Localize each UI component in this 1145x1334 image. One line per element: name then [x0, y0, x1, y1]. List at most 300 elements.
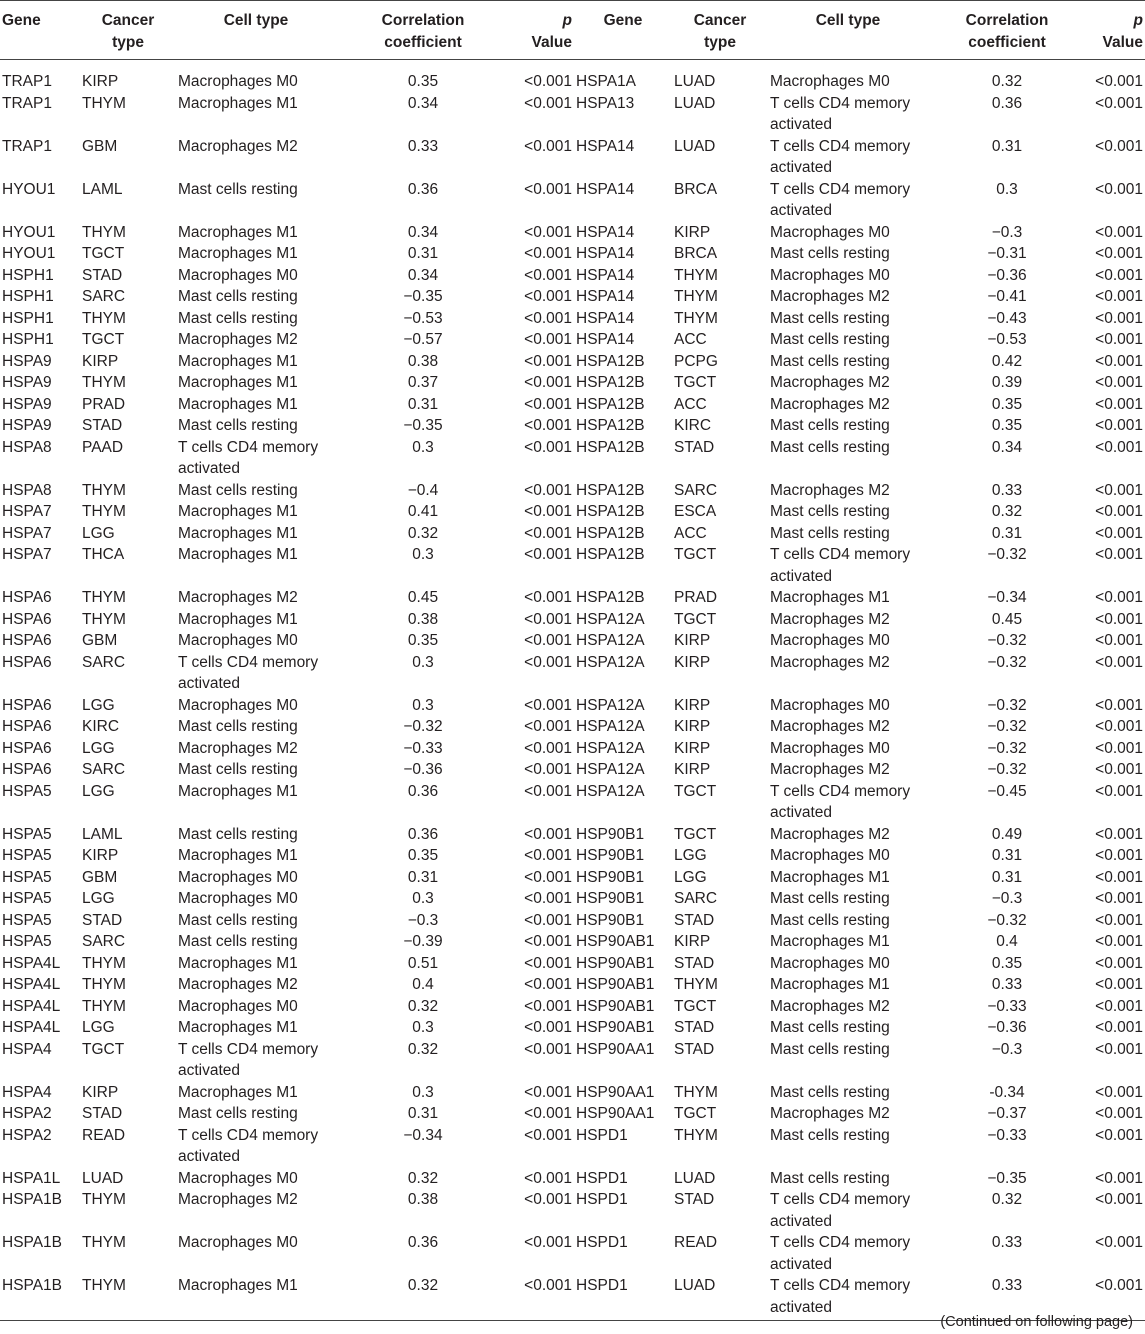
correlation-cell: 0.3 — [412, 653, 434, 671]
cancer-type-cell: THYM — [674, 309, 718, 327]
cancer-type-cell: THYM — [674, 976, 718, 993]
cell-type-cell: Macrophages M2 — [770, 997, 890, 1015]
cell-type-cell: Macrophages M1 — [770, 933, 890, 950]
p-value-cell: <0.001 — [524, 309, 572, 327]
p-value-cell: <0.001 — [1095, 223, 1143, 241]
p-value-cell: <0.001 — [524, 997, 572, 1015]
p-value-cell: <0.001 — [1095, 997, 1143, 1015]
correlation-cell: 0.32 — [407, 1169, 439, 1187]
gene-cell: HSP90B1 — [576, 911, 645, 929]
p-value-cell: <0.001 — [1095, 1126, 1143, 1144]
cancer-type-cell: PAAD — [82, 438, 124, 456]
cell-type-cell: Macrophages M0 — [178, 632, 298, 649]
cell-type-cell: T cells CD4 memory activated — [770, 137, 911, 176]
cell-type-cell: Macrophages M1 — [770, 868, 890, 886]
gene-cell: TRAP1 — [2, 137, 52, 155]
table-row — [0, 308, 1145, 330]
gene-cell: HSPH1 — [2, 331, 54, 348]
p-value-cell: <0.001 — [1095, 137, 1143, 155]
table-row — [0, 437, 1145, 480]
table-row — [0, 1039, 1145, 1082]
gene-cell: HSPA14 — [576, 309, 635, 327]
p-value-cell: <0.001 — [1095, 438, 1143, 456]
gene-cell: HSPA4L — [2, 997, 61, 1015]
gene-cell: HSP90AB1 — [576, 976, 655, 993]
correlation-cell: −0.32 — [987, 718, 1027, 735]
cell-type-cell: Macrophages M1 — [178, 782, 298, 800]
p-value-cell: <0.001 — [524, 546, 572, 563]
gene-cell: HSPA1A — [576, 73, 637, 90]
cell-type-cell: T cells CD4 memory activated — [770, 94, 911, 133]
correlation-cell: 0.31 — [991, 847, 1023, 864]
p-value-cell: <0.001 — [524, 739, 572, 757]
cancer-type-cell: LAML — [82, 825, 123, 843]
cancer-type-cell: KIRP — [674, 739, 711, 757]
p-value-cell: <0.001 — [1095, 94, 1143, 112]
cancer-type-cell: LUAD — [674, 137, 716, 155]
gene-cell: HSPH1 — [2, 266, 54, 284]
table-row — [0, 179, 1145, 222]
cancer-type-cell: LGG — [82, 782, 115, 800]
table-row — [0, 265, 1145, 287]
p-value-cell: <0.001 — [524, 1040, 572, 1058]
p-value-cell: <0.001 — [524, 1191, 572, 1208]
p-value-cell: <0.001 — [524, 589, 572, 606]
gene-cell: HSP90B1 — [576, 847, 645, 864]
cancer-type-cell: LUAD — [82, 1169, 124, 1187]
cancer-type-cell: LUAD — [672, 1275, 768, 1321]
gene-cell: HSPA8 — [2, 438, 52, 456]
gene-cell: HSPD1 — [576, 1234, 628, 1251]
cell-type-cell: Macrophages M0 — [770, 954, 890, 972]
correlation-cell: −0.32 — [987, 696, 1027, 714]
gene-cell: HSPA14 — [576, 288, 635, 305]
gene-cell: HYOU1 — [2, 245, 56, 262]
gene-cell: HSPA8 — [2, 481, 52, 499]
correlation-cell: 0.35 — [991, 954, 1023, 972]
p-value-cell: <0.001 — [1086, 1275, 1145, 1321]
gene-cell: HSPA5 — [2, 911, 52, 929]
cancer-type-cell: THYM — [82, 976, 126, 993]
p-value-cell: <0.001 — [1095, 632, 1143, 649]
cancer-type-cell: LGG — [82, 1019, 115, 1036]
gene-cell: HSPA2 — [2, 1105, 52, 1122]
gene-cell: TRAP1 — [2, 94, 52, 112]
gene-cell: HSPA14 — [576, 137, 635, 155]
cell-type-cell: Mast cells resting — [770, 331, 890, 348]
p-value-cell: <0.001 — [1095, 1083, 1143, 1101]
gene-cell: HSPA9 — [2, 417, 52, 434]
cancer-type-cell: STAD — [674, 1019, 715, 1036]
header-cell-type: Cell type — [176, 1, 336, 60]
table-row — [0, 1189, 1145, 1232]
cell-type-cell: Macrophages M0 — [178, 696, 298, 714]
cancer-type-cell: TGCT — [674, 610, 717, 628]
header-correlation: Correlation coefficient — [336, 1, 510, 60]
p-value-cell: <0.001 — [1095, 890, 1143, 907]
cell-type-cell: Macrophages M2 — [770, 374, 890, 391]
p-value-cell: <0.001 — [1095, 954, 1143, 972]
header-cell-type: Cell type — [768, 1, 928, 60]
correlation-cell: 0.33 — [991, 976, 1023, 993]
cancer-type-cell: THYM — [82, 1234, 126, 1251]
cancer-type-cell: THYM — [82, 954, 126, 972]
correlation-cell: −0.39 — [403, 933, 443, 950]
correlation-cell: −0.34 — [987, 589, 1027, 606]
cell-type-cell: Macrophages M1 — [178, 503, 298, 520]
gene-cell: HSPA4L — [2, 976, 61, 993]
cell-type-cell: Macrophages M2 — [178, 976, 298, 993]
table-row — [0, 60, 1145, 93]
table-row — [0, 931, 1145, 953]
p-value-cell: <0.001 — [524, 1083, 572, 1101]
cancer-type-cell: KIRP — [674, 933, 711, 950]
gene-cell: HSPA1B — [2, 1191, 63, 1208]
gene-cell: HSPA12A — [576, 610, 645, 628]
cell-type-cell: T cells CD4 memory activated — [178, 1040, 319, 1079]
correlation-cell: 0.42 — [991, 352, 1023, 370]
gene-cell: HSPA6 — [2, 589, 52, 606]
cell-type-cell: Mast cells resting — [770, 309, 890, 327]
cell-type-cell: Mast cells resting — [178, 180, 298, 198]
p-value-cell: <0.001 — [1095, 739, 1143, 757]
gene-cell: HSPA1B — [0, 1275, 80, 1321]
correlation-cell: −0.4 — [407, 481, 439, 499]
cell-type-cell: Macrophages M2 — [770, 481, 890, 499]
cell-type-cell: Mast cells resting — [770, 911, 890, 929]
cell-type-cell: Macrophages M2 — [770, 610, 890, 628]
table-header — [0, 1, 1145, 60]
cell-type-cell: Mast cells resting — [770, 417, 890, 434]
correlation-cell: 0.31 — [991, 137, 1023, 155]
p-value-cell: <0.001 — [1095, 309, 1143, 327]
correlation-cell: 0.34 — [407, 266, 439, 284]
gene-cell: HSPA9 — [2, 374, 52, 391]
p-value-cell: <0.001 — [510, 1275, 574, 1321]
cancer-type-cell: PRAD — [82, 395, 126, 413]
cancer-type-cell: KIRC — [82, 718, 120, 735]
table-row — [0, 609, 1145, 631]
table-row — [0, 93, 1145, 136]
correlation-cell: −0.3 — [991, 1040, 1023, 1058]
correlation-cell: 0.32 — [407, 1040, 439, 1058]
gene-cell: HSPD1 — [574, 1275, 672, 1321]
table-row — [0, 867, 1145, 889]
table-row — [0, 222, 1145, 244]
cancer-type-cell: SARC — [674, 481, 718, 499]
correlation-cell: 0.31 — [407, 245, 439, 262]
cancer-type-cell: TGCT — [674, 546, 717, 563]
table-row — [0, 781, 1145, 824]
cancer-type-cell: STAD — [674, 911, 715, 929]
cell-type-cell: Mast cells resting — [178, 417, 298, 434]
cancer-type-cell: THYM — [82, 610, 126, 628]
cancer-type-cell: THYM — [82, 94, 126, 112]
cancer-type-cell: THYM — [82, 997, 126, 1015]
correlation-cell: 0.31 — [407, 395, 439, 413]
cancer-type-cell: THYM — [82, 1191, 126, 1208]
cell-type-cell: Macrophages M0 — [178, 73, 298, 90]
p-value-cell: <0.001 — [524, 352, 572, 370]
cancer-type-cell: THYM — [82, 589, 126, 606]
correlation-cell: 0.36 — [991, 94, 1023, 112]
header-cancer-type: Cancer type — [80, 1, 176, 60]
cell-type-cell: Mast cells resting — [770, 1126, 890, 1144]
cell-type-cell: Macrophages M0 — [770, 223, 890, 241]
cell-type-cell: T cells CD4 memory activated — [770, 782, 911, 821]
gene-cell: HSPA12A — [576, 632, 645, 649]
correlation-cell: −0.32 — [987, 632, 1027, 649]
cancer-type-cell: STAD — [674, 1191, 715, 1208]
p-value-cell: <0.001 — [524, 94, 572, 112]
p-value-cell: <0.001 — [1095, 481, 1143, 499]
table-row — [0, 695, 1145, 717]
cell-type-cell: Mast cells resting — [770, 890, 890, 907]
correlation-cell: −0.32 — [403, 718, 443, 735]
correlation-cell: −0.31 — [987, 245, 1027, 262]
gene-cell: HSPD1 — [576, 1126, 628, 1144]
gene-cell: HSPA14 — [576, 223, 635, 241]
cell-type-cell: Macrophages M0 — [770, 696, 890, 714]
correlation-cell: 0.3 — [412, 1083, 434, 1101]
p-value-cell: <0.001 — [524, 374, 572, 391]
table-row — [0, 415, 1145, 437]
table-row — [0, 587, 1145, 609]
continued-note: (Continued on following page) — [940, 1314, 1133, 1330]
correlation-cell: 0.3 — [412, 438, 434, 456]
cell-type-cell: Mast cells resting — [178, 309, 298, 327]
cell-type-cell: Macrophages M2 — [178, 1191, 298, 1208]
gene-cell: HSP90AB1 — [576, 997, 655, 1015]
p-value-cell: <0.001 — [524, 1169, 572, 1187]
cell-type-cell: Macrophages M1 — [178, 610, 298, 628]
cancer-type-cell: STAD — [82, 911, 123, 929]
p-value-cell: <0.001 — [524, 868, 572, 886]
gene-cell: HSPA6 — [2, 610, 52, 628]
correlation-cell: −0.37 — [987, 1105, 1027, 1122]
cell-type-cell: Macrophages M1 — [178, 245, 298, 262]
correlation-cell: 0.31 — [407, 868, 439, 886]
cancer-type-cell: KIRP — [82, 73, 119, 90]
gene-cell: HSPA2 — [2, 1126, 52, 1144]
table-body — [0, 60, 1145, 1321]
p-value-cell: <0.001 — [524, 1019, 572, 1036]
cell-type-cell: Mast cells resting — [770, 1083, 890, 1101]
correlation-cell: 0.35 — [991, 417, 1023, 434]
gene-cell: HSPA9 — [2, 395, 52, 413]
correlation-cell: −0.53 — [987, 331, 1027, 348]
correlation-cell: 0.41 — [407, 503, 439, 520]
gene-cell: HSPA12B — [576, 417, 645, 434]
p-value-cell: <0.001 — [524, 395, 572, 413]
cancer-type-cell: THYM — [82, 481, 126, 499]
cell-type-cell: Macrophages M1 — [178, 546, 298, 563]
gene-cell: HSP90AB1 — [576, 1019, 655, 1036]
cancer-type-cell: ACC — [674, 331, 707, 348]
correlation-cell: 0.36 — [407, 825, 439, 843]
p-value-cell: <0.001 — [1095, 1234, 1143, 1251]
table-row — [0, 523, 1145, 545]
correlation-cell: 0.32 — [991, 73, 1023, 90]
cancer-type-cell: KIRP — [674, 653, 711, 671]
p-value-cell: <0.001 — [1095, 911, 1143, 929]
cancer-type-cell: BRCA — [674, 180, 718, 198]
gene-cell: HSPD1 — [576, 1169, 628, 1187]
gene-cell: HSPD1 — [576, 1191, 628, 1208]
correlation-cell: −0.57 — [403, 331, 443, 348]
cell-type-cell: Macrophages M2 — [178, 137, 298, 155]
correlation-cell: 0.32 — [407, 524, 439, 542]
correlation-cell: 0.34 — [407, 223, 439, 241]
table-row — [0, 974, 1145, 996]
cell-type-cell: Mast cells resting — [770, 524, 890, 542]
gene-cell: HSP90AA1 — [576, 1083, 655, 1101]
cancer-type-cell: THYM — [82, 503, 126, 520]
p-value-cell: <0.001 — [524, 524, 572, 542]
p-value-cell: <0.001 — [524, 933, 572, 950]
cancer-type-cell: LUAD — [674, 1169, 716, 1187]
table-row — [0, 480, 1145, 502]
cell-type-cell: Macrophages M0 — [770, 73, 890, 90]
gene-cell: HSPA12B — [576, 524, 645, 542]
cancer-type-cell: STAD — [674, 1040, 715, 1058]
correlation-cell: 0.38 — [407, 610, 439, 628]
cell-type-cell: Macrophages M0 — [178, 266, 298, 284]
cancer-type-cell: STAD — [82, 417, 123, 434]
correlation-cell: 0.45 — [991, 610, 1023, 628]
gene-cell: HSPA12B — [576, 352, 645, 370]
gene-cell: HSPA7 — [2, 546, 52, 563]
gene-cell: HSPH1 — [2, 288, 54, 305]
cancer-type-cell: SARC — [82, 653, 126, 671]
gene-cell: HSPA1B — [2, 1234, 63, 1251]
correlation-cell: −0.35 — [403, 288, 443, 305]
correlation-cell: −0.33 — [987, 997, 1027, 1015]
correlation-cell: 0.3 — [412, 546, 434, 563]
p-value-cell: <0.001 — [524, 137, 572, 155]
gene-cell: HSPA14 — [576, 266, 635, 284]
p-value-cell: <0.001 — [524, 632, 572, 649]
table-row — [0, 630, 1145, 652]
p-value-cell: <0.001 — [524, 1105, 572, 1122]
p-value-cell: <0.001 — [1095, 524, 1143, 542]
cancer-type-cell: STAD — [82, 1105, 123, 1122]
header-correlation: Correlation coefficient — [928, 1, 1086, 60]
cell-type-cell: T cells CD4 memory activated — [178, 438, 319, 477]
cell-type-cell: Macrophages M0 — [178, 890, 298, 907]
gene-cell: HSPA12B — [576, 374, 645, 391]
cell-type-cell: Mast cells resting — [178, 825, 298, 843]
cancer-type-cell: TGCT — [674, 825, 717, 843]
cell-type-cell: Macrophages M1 — [178, 94, 298, 112]
gene-cell: HSPA12A — [576, 739, 645, 757]
correlation-cell: 0.39 — [991, 374, 1023, 391]
p-value-cell: <0.001 — [1095, 1191, 1143, 1208]
correlation-cell: 0.35 — [407, 847, 439, 864]
gene-cell: HSPA7 — [2, 524, 52, 542]
p-value-cell: <0.001 — [1095, 696, 1143, 714]
correlation-cell: 0.45 — [407, 589, 439, 606]
p-value-cell: <0.001 — [1095, 847, 1143, 864]
cell-type-cell: Macrophages M0 — [178, 997, 298, 1015]
cancer-type-cell: THYM — [674, 288, 718, 305]
cell-type-cell: Mast cells resting — [178, 761, 298, 778]
correlation-cell: 0.3 — [412, 696, 434, 714]
p-value-cell: <0.001 — [1095, 610, 1143, 628]
p-value-cell: <0.001 — [1095, 503, 1143, 520]
cancer-type-cell: TGCT — [82, 1040, 125, 1058]
cell-type-cell: Macrophages M1 — [178, 1019, 298, 1036]
table-row — [0, 738, 1145, 760]
correlation-cell: −0.32 — [987, 739, 1027, 757]
p-value-cell: <0.001 — [524, 438, 572, 456]
correlation-cell: 0.31 — [991, 868, 1023, 886]
correlation-cell: 0.33 — [991, 1234, 1023, 1251]
cell-type-cell: Macrophages M1 — [178, 223, 298, 241]
correlation-cell: −0.3 — [991, 223, 1023, 241]
correlation-cell: 0.38 — [407, 1191, 439, 1208]
table-row — [0, 136, 1145, 179]
table-row — [0, 329, 1145, 351]
gene-cell: HSPA14 — [576, 180, 635, 198]
cell-type-cell: T cells CD4 memory activated — [770, 1191, 911, 1230]
table-row — [0, 888, 1145, 910]
cancer-type-cell: THYM — [674, 266, 718, 284]
correlation-cell: −0.3 — [407, 911, 439, 929]
p-value-cell: <0.001 — [524, 976, 572, 993]
cell-type-cell: Mast cells resting — [178, 1105, 298, 1122]
cell-type-cell: Macrophages M2 — [770, 761, 890, 778]
correlation-cell: −0.43 — [987, 309, 1027, 327]
table-row — [0, 953, 1145, 975]
cell-type-cell: Macrophages M1 — [178, 954, 298, 972]
cancer-type-cell: THYM — [82, 374, 126, 391]
cancer-type-cell: SARC — [82, 761, 126, 778]
cancer-type-cell: LAML — [82, 180, 123, 198]
gene-cell: HSPA12B — [576, 546, 645, 563]
cancer-type-cell: LUAD — [674, 94, 716, 112]
p-value-cell: <0.001 — [1095, 374, 1143, 391]
correlation-cell: 0.3 — [996, 180, 1018, 198]
gene-cell: HSPA14 — [576, 331, 635, 348]
cancer-type-cell: KIRP — [674, 761, 711, 778]
cell-type-cell: Macrophages M2 — [770, 395, 890, 413]
cell-type-cell: Mast cells resting — [770, 352, 890, 370]
cancer-type-cell: BRCA — [674, 245, 718, 262]
cell-type-cell: Macrophages M1 — [178, 524, 298, 542]
gene-cell: HSPA1L — [2, 1169, 61, 1187]
correlation-cell: −0.32 — [987, 911, 1027, 929]
correlation-cell: 0.3 — [412, 890, 434, 907]
p-value-cell: <0.001 — [1095, 1019, 1143, 1036]
p-value-cell: <0.001 — [1095, 589, 1143, 606]
gene-cell: HYOU1 — [2, 223, 56, 241]
header-p-value: p Value — [510, 1, 574, 60]
gene-cell: HSPA12B — [576, 589, 645, 606]
gene-cell: HSPA12A — [576, 653, 645, 671]
correlation-cell: 0.33 — [407, 137, 439, 155]
cancer-type-cell: ACC — [674, 395, 707, 413]
cancer-type-cell: LUAD — [674, 73, 716, 90]
p-value-cell: <0.001 — [524, 954, 572, 972]
cell-type-cell: Macrophages M1 — [770, 589, 890, 606]
correlation-cell: 0.32 — [407, 997, 439, 1015]
p-value-cell: <0.001 — [524, 911, 572, 929]
cancer-type-cell: PCPG — [674, 352, 718, 370]
cancer-type-cell: THYM — [674, 1126, 718, 1144]
p-value-cell: <0.001 — [524, 266, 572, 284]
p-value-cell: <0.001 — [1095, 825, 1143, 843]
